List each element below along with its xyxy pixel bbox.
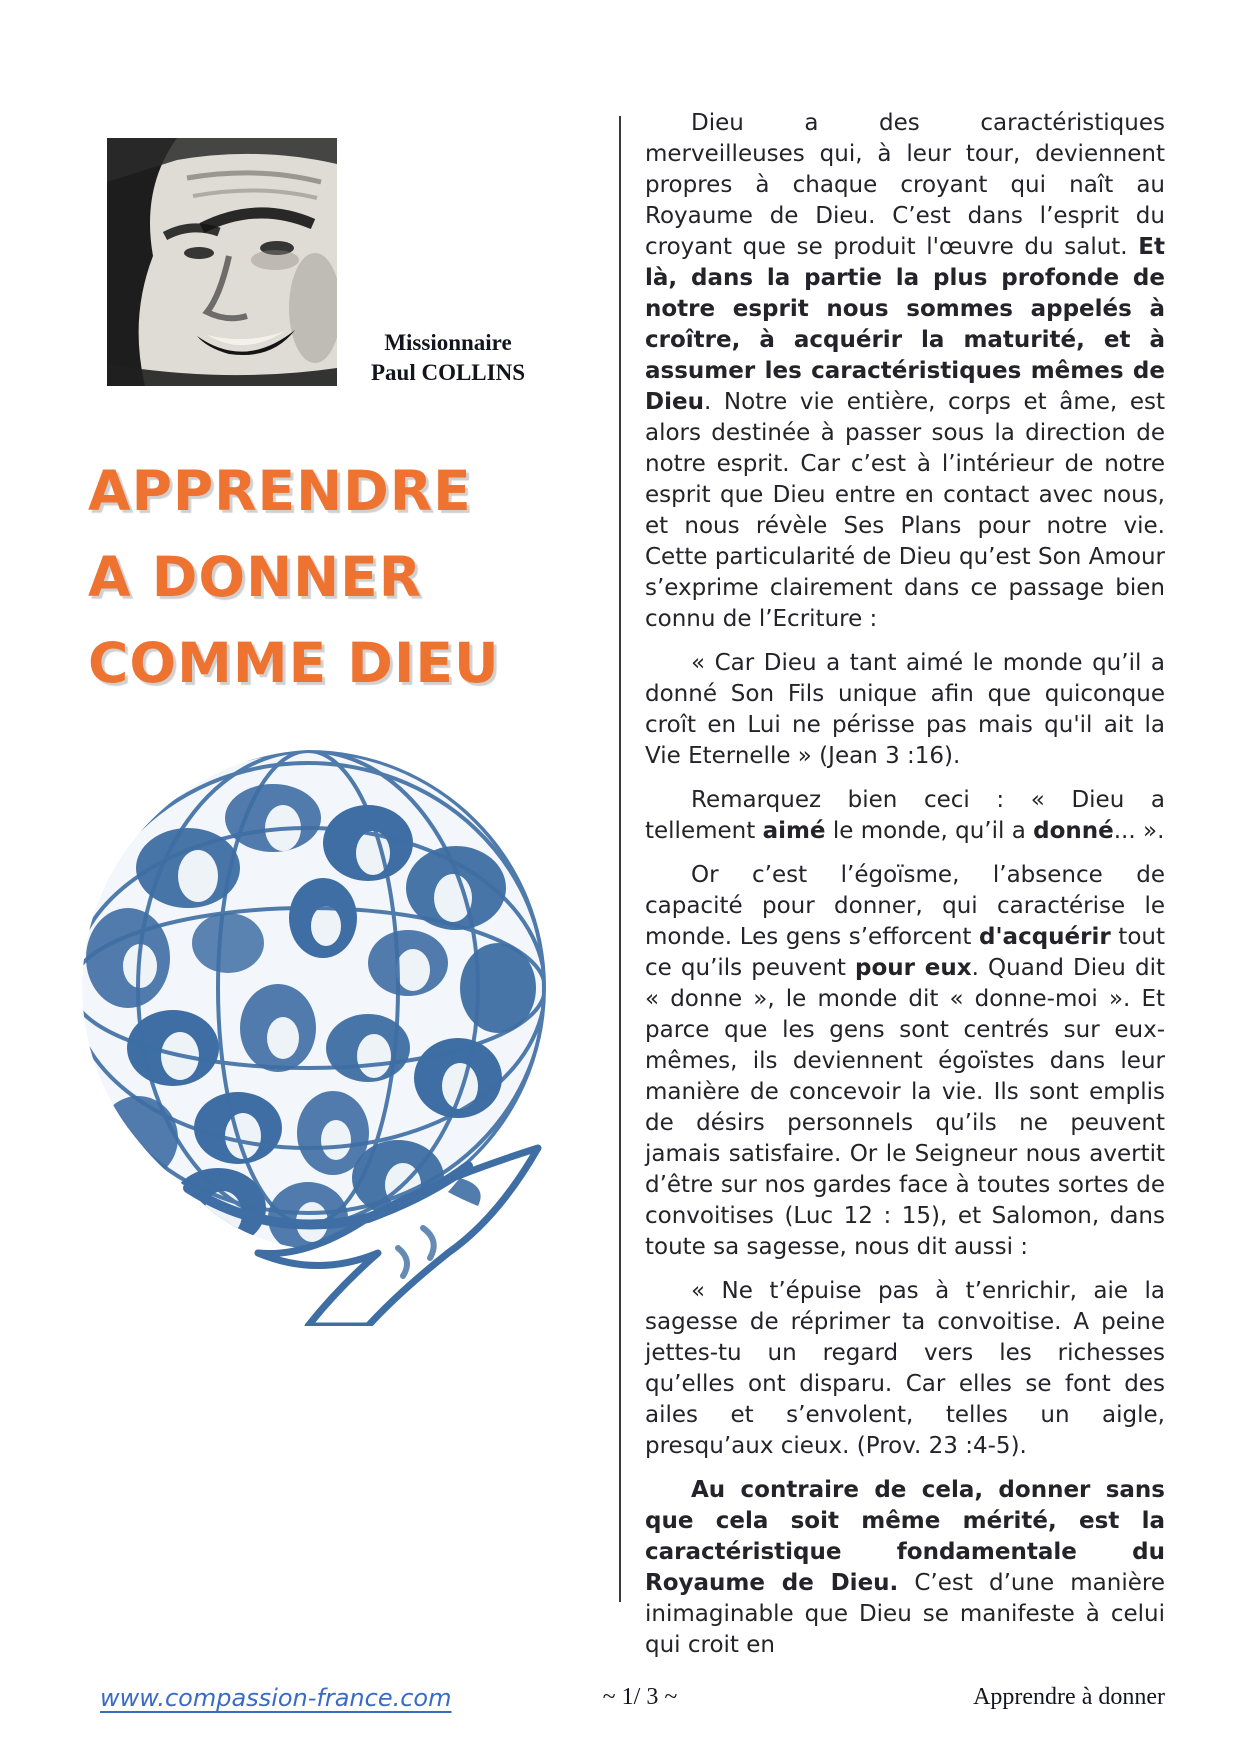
column-divider — [619, 116, 621, 1602]
paragraph: Dieu a des caractéristiques merveilleuses qui, à leur tour, deviennent propres à chaque croyant qui naît au Royaume de Dieu. C’est dans l’esprit du croyant que se produit l'œuvre du salut. Et là, dans la partie la plus profonde de notre esprit nous sommes appelés à croître, à acquérir la maturité, et à assumer les caractéristiques mêmes de Dieu. Notre vie entière, corps et âme, est alors destinée à passer sous la direction de notre esprit. Car c’est à l’intérieur de notre esprit que Dieu entre en contact avec nous, et nous révèle Ses Plans pour notre vie. Cette particularité de Dieu qu’est Son Amour s’exprime clairement dans ce passage bien connu de l’Ecriture : — [645, 110, 1165, 632]
website-link[interactable]: www.compassion-france.com — [100, 1684, 452, 1712]
footer-doc-title: Apprendre à donner — [973, 1684, 1165, 1710]
portrait-caption — [348, 328, 548, 388]
portrait-image — [107, 138, 337, 386]
title-line-2: A DONNER — [88, 545, 423, 609]
caption-line-2: Paul COLLINS — [370, 360, 525, 385]
globe-faces-image — [68, 748, 552, 1326]
paragraph: Au contraire de cela, donner sans que cela soit même mérité, est la caractéristique fondamentale du Royaume de Dieu. C’est d’une manière inimaginable que Dieu se manifeste à celui qui croit en — [645, 1477, 1165, 1658]
paragraph: « Ne t’épuise pas à t’enrichir, aie la sagesse de réprimer ta convoitise. A peine jettes-tu un regard vers les richesses qu’elles ont disparu. Car elles se font des ailes et s’envolent, telles un aigle, presqu’aux cieux. (Prov. 23 :4-5). — [645, 1278, 1165, 1459]
paragraph: « Car Dieu a tant aimé le monde qu’il a donné Son Fils unique afin que quiconque croît en Lui ne périsse pas mais qu'il ait la Vie Eternelle » (Jean 3 :16). — [645, 650, 1165, 769]
globe-svg — [68, 748, 552, 1326]
portrait-svg — [107, 138, 337, 386]
article-text — [645, 108, 1165, 1674]
title-line-3: COMME DIEU — [88, 631, 500, 695]
article-title — [88, 448, 558, 706]
paragraph: Or c’est l’égoïsme, l’absence de capacité pour donner, qui caractérise le monde. Les gens s’efforcent d'acquérir tout ce qu’ils peuvent pour eux. Quand Dieu dit « donne », le monde dit « donne-moi ». Et parce que les gens sont centrés sur eux-mêmes, ils deviennent égoïstes dans leur manière de concevoir la vie. Ils sont emplis de désirs personnels qu’ils ne peuvent jamais satisfaire. Or le Seigneur nous avertit d’être sur nos gardes face à toutes sortes de convoitises (Luc 12 : 15), et Salomon, dans toute sa sagesse, nous dit aussi : — [645, 862, 1165, 1260]
paragraph: Remarquez bien ceci : « Dieu a tellement aimé le monde, qu’il a donné... ». — [645, 787, 1165, 844]
caption-line-1: Missionnaire — [384, 330, 512, 355]
page-number: ~ 1/ 3 ~ — [602, 1684, 678, 1710]
title-line-1: APPRENDRE — [88, 459, 472, 523]
